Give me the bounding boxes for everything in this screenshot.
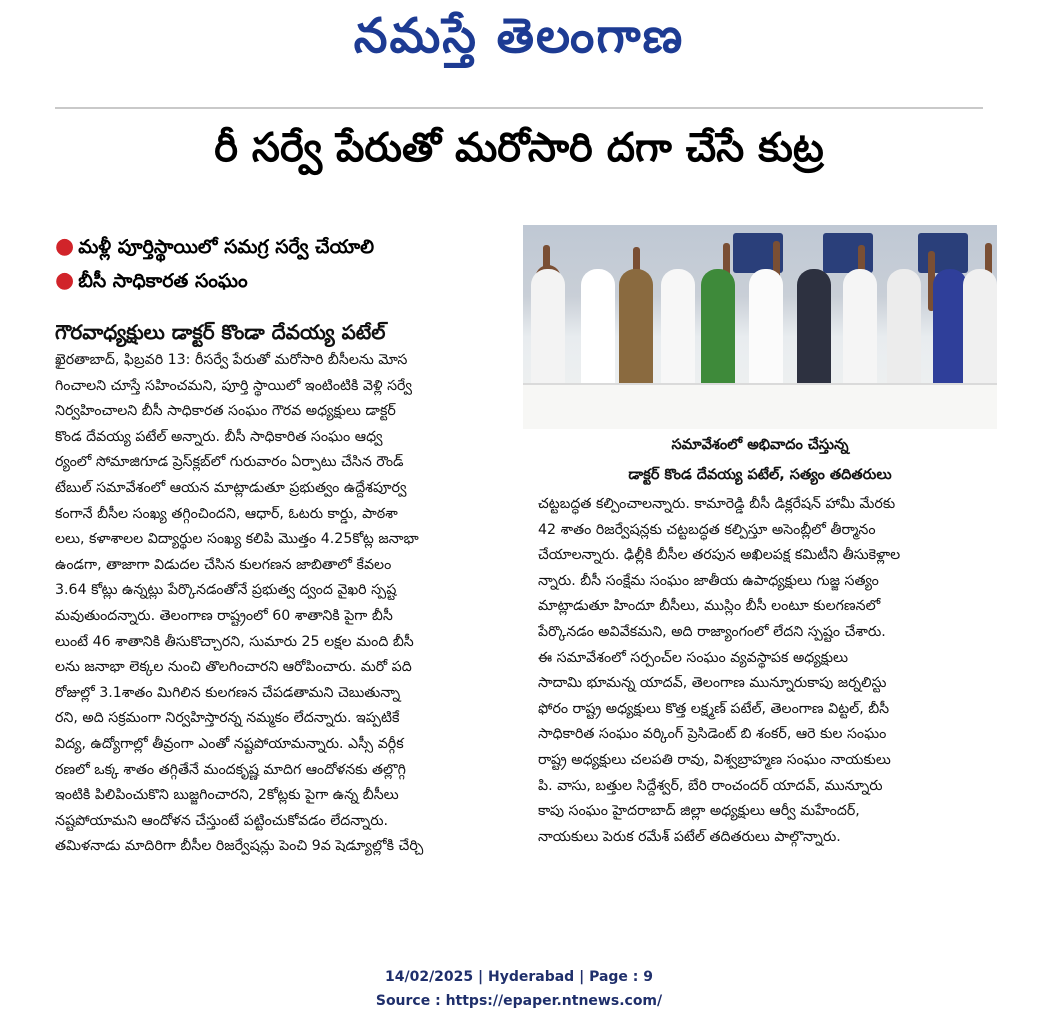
text-line: ఖైరతాబాద్, ఫిబ్రవరి 13: రీసర్వే పేరుతో మరోసారి బీసీలను మోస: [55, 352, 408, 368]
bullet-item: ● మళ్లీ పూర్తిస్థాయిలో సమగ్ర సర్వే చేయాలి: [55, 234, 375, 259]
text-line: విద్య, ఉద్యోగాల్లో తీవ్రంగా ఎంతో నష్టపోయామన్నారు. ఎస్సీ వర్గీక: [55, 735, 404, 752]
text-line: తమిళనాడు మాదిరిగా బీసీల రిజర్వేషన్లు పెంచి 9వ షెడ్యూల్లోకి చేర్చి: [55, 838, 424, 855]
page-footer: [0, 965, 1038, 1013]
text-line: మాట్లాడుతూ హిందూ బీసీలు, ముస్లిం బీసీ లంటూ కులగణనలో: [538, 598, 881, 615]
text-line: ఇంటికి పిలిపించుకొని బుజ్జగించారని, 2కోట్లకు పైగా ఉన్న బీసీలు: [55, 787, 399, 804]
backdrop-banner: [918, 233, 968, 273]
text-line: కాపు సంఘం హైదరాబాద్ జిల్లా అధ్యక్షులు ఆర్వీ మహేందర్,: [538, 803, 860, 820]
text-line: చేయాలన్నారు. ఢిల్లీకి బీసీల తరపున అఖిలపక్ష కమిటీని తీసుకెళ్లాల: [538, 547, 901, 564]
person-figure: [531, 269, 565, 389]
masthead-divider: [55, 107, 983, 109]
article-column-2: [538, 492, 994, 850]
bullet-item: ● బీసీ సాధికారత సంఘం: [55, 268, 248, 293]
photo-caption: [523, 430, 997, 490]
bullet-dot-icon: ●: [55, 234, 75, 259]
person-figure: [963, 269, 997, 389]
text-line: మవుతుందన్నారు. తెలంగాణ రాష్ట్రంలో 60 శాతానికి పైగా బీసీ: [55, 607, 393, 624]
article-subhead: గౌరవాధ్యక్షులు డాక్టర్ కొండా దేవయ్య పటేల్: [55, 320, 386, 344]
person-figure: [933, 269, 967, 389]
news-photo: [523, 225, 997, 429]
press-table: [523, 383, 997, 429]
text-line: నిర్వహించాలని బీసీ సాధికారత సంఘం గౌరవ అధ్యక్షులు డాక్టర్: [55, 403, 396, 420]
text-line: లను జనాభా లెక్కల నుంచి తొలగించారని ఆరోపించారు. మరో పది: [55, 659, 412, 676]
text-line: రాష్ట్ర అధ్యక్షులు చలపతి రావు, విశ్వబ్రాహ్మణ సంఘం నాయకులు: [538, 751, 891, 768]
text-line: కొండ దేవయ్య పటేల్ అన్నారు. బీసీ సాధికారిత సంఘం ఆధ్వ: [55, 428, 383, 445]
text-line: 3.64 కోట్లు ఉన్నట్లు పేర్కొనడంతోనే ప్రభుత్వ ద్వంద వైఖరి స్పష్ట: [55, 582, 397, 599]
backdrop-banner: [823, 233, 873, 273]
text-line: ఫోరం రాష్ట్ర అధ్యక్షులు కొత్త లక్ష్మణ్ పటేల్, తెలంగాణ విట్టల్, బీసీ: [538, 700, 890, 717]
person-figure: [887, 269, 921, 389]
text-line: పేర్కొనడం అవివేకమని, అది రాజ్యాంగంలో లేదని స్పష్టం చేశారు.: [538, 623, 886, 640]
text-line: రణలో ఒక్క శాతం తగ్గితేనే మందకృష్ణ మాదిగ ఆందోళనకు తల్లొగ్గి: [55, 761, 406, 778]
article-column-1: [55, 348, 510, 860]
text-line: రని, అది సక్రమంగా నిర్వహిస్తారన్న నమ్మకం లేదన్నారు. ఇప్పటికే: [55, 710, 400, 727]
person-figure: [843, 269, 877, 389]
text-line: సాధికారిత సంఘం వర్కింగ్ ప్రెసిడెంట్ బి శంకర్, ఆరె కుల సంఘం: [538, 726, 887, 743]
text-line: కంగానే బీసీల సంఖ్య తగ్గించిందని, ఆధార్, ఓటరు కార్డు, పాఠశా: [55, 505, 398, 522]
person-figure: [661, 269, 695, 389]
text-line: చట్టబద్ధత కల్పించాలన్నారు. కామారెడ్డి బీసీ డిక్లరేషన్ హామీ మేరకు: [538, 496, 896, 512]
text-line: రోజుల్లో 3.1శాతం మిగిలిన కులగణన చేపడతామని చెబుతున్నా: [55, 684, 401, 701]
masthead-logo: నమస్తే తెలంగాణ: [353, 8, 685, 64]
text-line: 42 శాతం రిజర్వేషన్లకు చట్టబద్ధత కల్పిస్తూ అసెంబ్లీలో తీర్మానం: [538, 521, 876, 538]
text-line: సాదామి భూమన్న యాదవ్, తెలంగాణ మున్నూరుకాపు జర్నలిస్టు: [538, 675, 887, 692]
person-figure: [797, 269, 831, 389]
text-line: ఉండగా, తాజాగా విడుదల చేసిన కులగణన జాబితాలో కేవలం: [55, 556, 392, 573]
person-figure: [619, 269, 653, 389]
caption-line: సమావేశంలో అభివాదం చేస్తున్న: [671, 437, 849, 453]
person-figure: [581, 269, 615, 389]
text-line: పి. వాసు, బత్తుల సిద్దేశ్వర్, బేరి రాంచందర్ యాదవ్, మున్నూరు: [538, 777, 883, 794]
text-line: లలు, కళాశాలల విద్యార్థుల సంఖ్య కలిపి మొత్తం 4.25కోట్ల జనాభా: [55, 531, 419, 548]
text-line: న్నారు. బీసీ సంక్షేమ సంఘం జాతీయ ఉపాధ్యక్షులు గుజ్జ సత్యం: [538, 572, 879, 589]
text-line: టేబుల్ సమావేశంలో ఆయన మాట్లాడుతూ ప్రభుత్వం ఉద్దేశపూర్వ: [55, 479, 407, 496]
text-line: గించాలని చూస్తే సహించమని, పూర్తి స్థాయిలో ఇంటింటికి వెళ్లి సర్వే: [55, 377, 412, 394]
text-line: నాయకులు పెరుక రమేశ్ పటేల్ తదితరులు పాల్గొన్నారు.: [538, 828, 841, 845]
highlight-bullets: [55, 230, 515, 298]
text-line: నష్టపోయామని ఆందోళన చేస్తుంటే పట్టించుకోవడం లేదన్నారు.: [55, 812, 389, 829]
text-line: లుంటే 46 శాతానికి తీసుకొచ్చారని, సుమారు 25 లక్షల మంది బీసీ: [55, 633, 414, 650]
text-line: ఈ సమావేశంలో సర్పంచ్‌ల సంఘం వ్యవస్థాపక అధ్యక్షులు: [538, 649, 849, 666]
caption-line: డాక్టర్ కొండ దేవయ్య పటేల్, సత్యం తదితరులు: [628, 467, 892, 483]
edition-info: 14/02/2025 | Hyderabad | Page : 9: [384, 969, 654, 985]
text-line: ర్యంలో సోమాజిగూడ ప్రెస్‌క్లబ్‌లో గురువారం ఏర్పాటు చేసిన రౌండ్: [55, 454, 404, 471]
person-figure: [749, 269, 783, 389]
article-headline: రీ సర్వే పేరుతో మరోసారి దగా చేసే కుట్ర: [214, 125, 824, 171]
bullet-dot-icon: ●: [55, 268, 75, 293]
person-figure: [701, 269, 735, 389]
source-link[interactable]: Source : https://epaper.ntnews.com/: [375, 993, 663, 1009]
